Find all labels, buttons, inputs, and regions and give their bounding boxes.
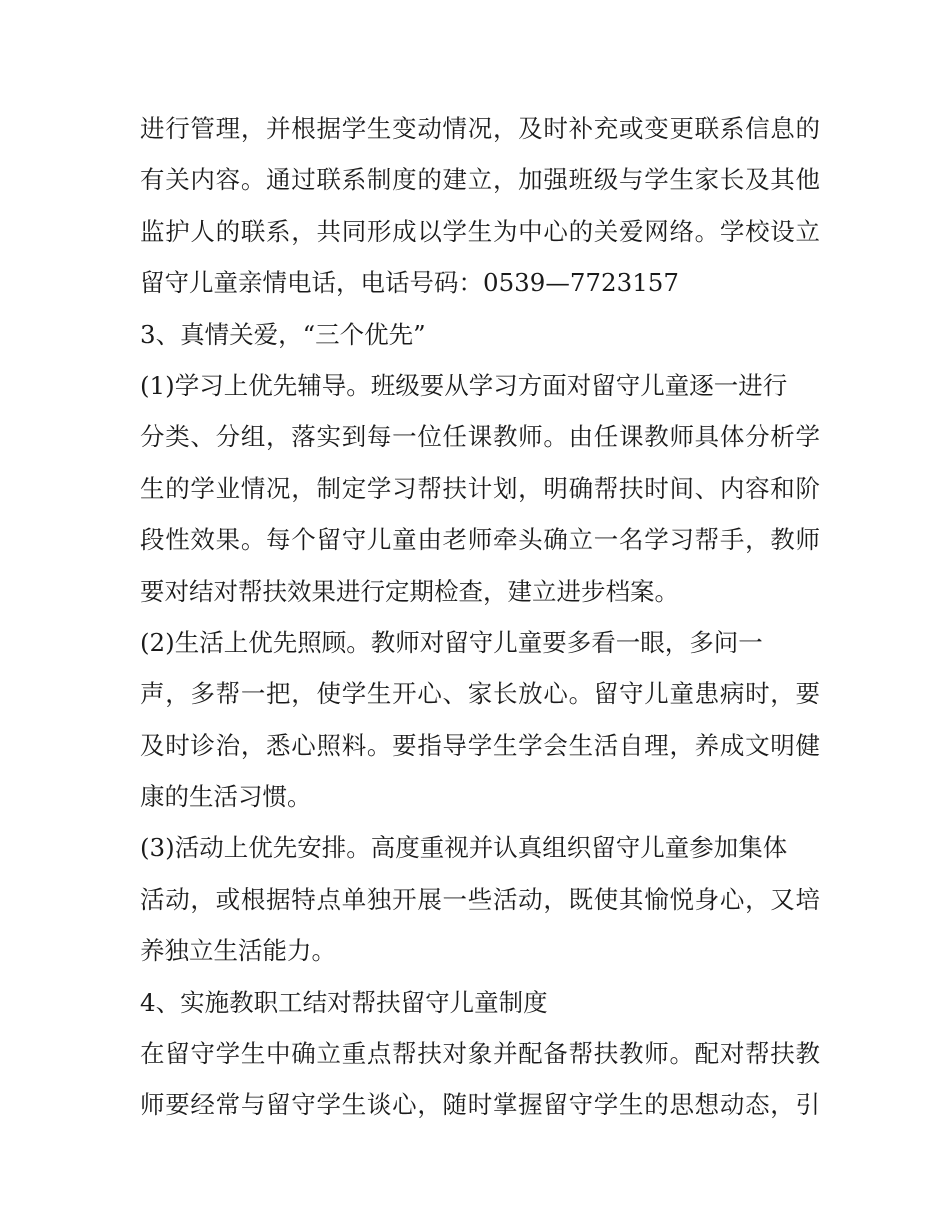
text-line: 及时诊治，悉心照料。要指导学生学会生活自理，养成文明健 [140, 730, 820, 760]
text-line: 养独立生活能力。 [140, 936, 336, 966]
text-line: (3)活动上优先安排。高度重视并认真组织留守儿童参加集体 [140, 833, 788, 863]
text-line: 师要经常与留守学生谈心，随时掌握留守学生的思想动态，引 [140, 1090, 820, 1120]
text-line: 段性效果。每个留守儿童由老师牵头确立一名学习帮手，教师 [140, 525, 820, 555]
text-line: 进行管理，并根据学生变动情况，及时补充或变更联系信息的 [140, 114, 820, 143]
text-line: 活动，或根据特点单独开展一些活动，既使其愉悦身心，又培 [140, 884, 820, 914]
text-line: 有关内容。通过联系制度的建立，加强班级与学生家长及其他 [140, 165, 820, 195]
text-line: 留守儿童亲情电话，电话号码：0539—7723157 [140, 268, 679, 298]
text-line: 3、真情关爱，“三个优先” [140, 319, 426, 349]
text-line: 监护人的联系，共同形成以学生为中心的关爱网络。学校设立 [140, 216, 820, 246]
document-body [140, 103, 820, 1131]
text-line: (1)学习上优先辅导。班级要从学习方面对留守儿童逐一进行 [140, 370, 788, 400]
text-line: 声，多帮一把，使学生开心、家长放心。留守儿童患病时，要 [140, 679, 820, 709]
text-line: 4、实施教职工结对帮扶留守儿童制度 [140, 987, 548, 1017]
text-line: 分类、分组，落实到每一位任课教师。由任课教师具体分析学 [140, 422, 820, 452]
text-line: 要对结对帮扶效果进行定期检查，建立进步档案。 [140, 576, 679, 606]
text-line: 在留守学生中确立重点帮扶对象并配备帮扶教师。配对帮扶教 [140, 1039, 820, 1069]
text-line: 生的学业情况，制定学习帮扶计划，明确帮扶时间、内容和阶 [140, 473, 820, 503]
text-line: (2)生活上优先照顾。教师对留守儿童要多看一眼，多问一 [140, 627, 763, 657]
text-line: 康的生活习惯。 [140, 782, 312, 812]
